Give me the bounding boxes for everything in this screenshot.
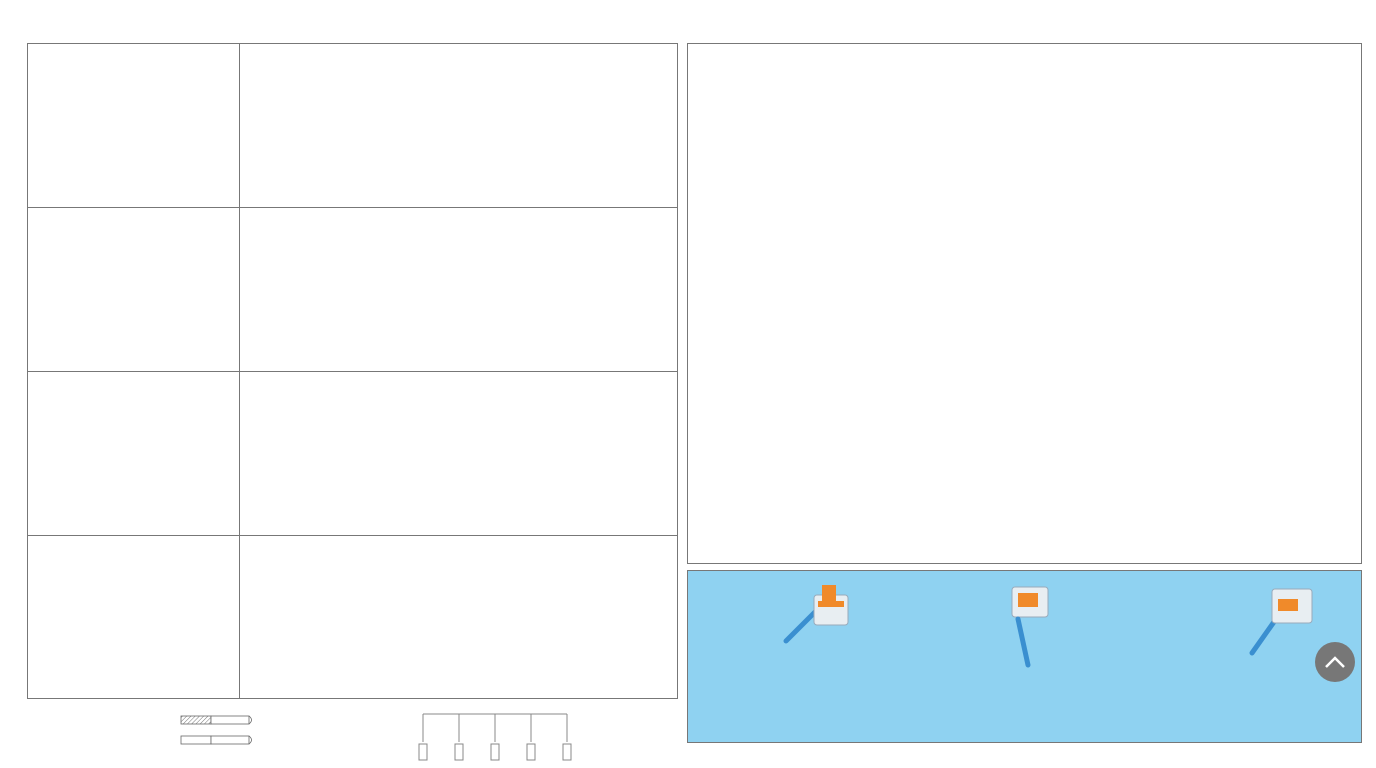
product-row [28, 208, 677, 372]
product-row [28, 536, 677, 698]
step3-illustration [1248, 579, 1328, 659]
step1-illustration [778, 579, 858, 649]
step2-illustration [988, 579, 1068, 669]
spec-table [687, 43, 1362, 564]
product-photo-cell [28, 44, 240, 207]
dimension-drawing-cell [240, 208, 677, 371]
product-row [28, 44, 677, 208]
wiring-diagram-icon [415, 712, 580, 768]
wire-icon-thick [180, 734, 255, 746]
wire-icon-thin [180, 714, 255, 726]
chevron-up-icon [1324, 655, 1346, 669]
dimension-drawing-cell [240, 372, 677, 535]
product-photo-cell [28, 536, 240, 698]
dimension-drawing-cell [240, 536, 677, 698]
product-photo-cell [28, 372, 240, 535]
product-photo-cell [28, 208, 240, 371]
dimension-drawing-cell [240, 44, 677, 207]
product-grid [27, 43, 678, 699]
product-row [28, 372, 677, 536]
installation-steps-panel [687, 570, 1362, 743]
scroll-to-top-button[interactable] [1315, 642, 1355, 682]
